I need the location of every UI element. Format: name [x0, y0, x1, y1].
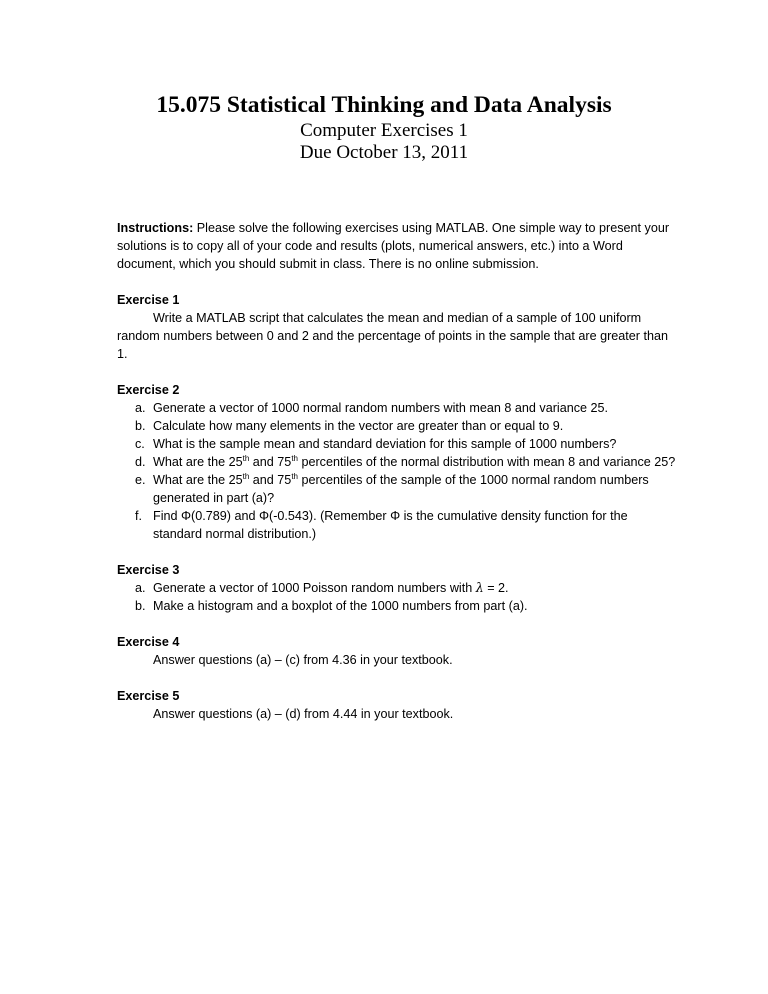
exercise-4-text: Answer questions (a) – (c) from 4.36 in your textbook. [153, 653, 453, 667]
item-text: Generate a vector of 1000 normal random numbers with mean 8 and variance 25. [153, 401, 609, 415]
item-label: f. [135, 509, 142, 523]
instructions-text: Please solve the following exercises using MATLAB. One simple way to present your solutions is to copy all of your code and results (plots, numerical answers, etc.) into a Word document, which you should submit in class. There is no online submission. [117, 221, 670, 271]
instructions-paragraph [117, 219, 677, 273]
list-item [117, 453, 677, 471]
exercise-2-heading: Exercise 2 [117, 383, 180, 397]
list-item [117, 597, 677, 615]
item-label: a. [135, 581, 146, 595]
item-text [153, 455, 675, 469]
item-text-part: and 75 [249, 455, 292, 469]
exercise-5 [117, 687, 677, 723]
ordinal-suffix: th [242, 471, 250, 481]
item-text-part: = 2. [483, 581, 509, 595]
list-item [117, 399, 677, 417]
list-item [117, 417, 677, 435]
item-text [153, 581, 509, 595]
lambda-symbol: λ [475, 580, 484, 595]
item-label: c. [135, 437, 145, 451]
item-text-part: What are the 25 [153, 473, 243, 487]
exercise-2-list [117, 399, 677, 543]
list-item [117, 507, 677, 543]
document-header [0, 90, 768, 164]
item-text: Make a histogram and a boxplot of the 1000 numbers from part (a). [153, 599, 528, 613]
exercise-1 [117, 291, 677, 363]
list-item [117, 579, 677, 597]
document-subtitle: Computer Exercises 1 [300, 120, 468, 141]
document-body [117, 219, 677, 741]
item-text-part: and 75 [249, 473, 292, 487]
ordinal-suffix: th [291, 471, 298, 481]
item-label: d. [135, 455, 146, 469]
item-text-part: percentiles of the normal distribution with mean 8 and variance 25? [297, 455, 676, 469]
ordinal-suffix: th [242, 453, 250, 463]
exercise-1-text: Write a MATLAB script that calculates the mean and median of a sample of 100 uniform random numbers between 0 and 2 and the percentage of points in the sample that are greater than 1. [117, 311, 668, 361]
instructions-label: Instructions: [117, 221, 194, 235]
item-text: What is the sample mean and standard deviation for this sample of 1000 numbers? [153, 437, 617, 451]
document-title: 15.075 Statistical Thinking and Data Analysis [156, 92, 612, 118]
exercise-4-heading: Exercise 4 [117, 635, 180, 649]
item-text: Find Φ(0.789) and Φ(-0.543). (Remember Φ is the cumulative density function for the standard normal distribution.) [153, 509, 628, 541]
due-date: Due October 13, 2011 [299, 142, 469, 163]
exercise-5-heading: Exercise 5 [117, 689, 180, 703]
exercise-3 [117, 561, 677, 615]
item-text: Calculate how many elements in the vector are greater than or equal to 9. [153, 419, 564, 433]
item-text-part: What are the 25 [153, 455, 243, 469]
list-item [117, 435, 677, 453]
item-label: a. [135, 401, 146, 415]
ordinal-suffix: th [291, 453, 298, 463]
exercise-1-heading: Exercise 1 [117, 293, 180, 307]
exercise-3-heading: Exercise 3 [117, 563, 180, 577]
item-text-part: percentiles of the sample of the 1000 normal random numbers generated in part (a)? [153, 473, 649, 505]
item-label: b. [135, 599, 146, 613]
item-text-part: Generate a vector of 1000 Poisson random numbers with [153, 581, 476, 595]
item-label: b. [135, 419, 146, 433]
item-label: e. [135, 473, 146, 487]
exercise-3-list [117, 579, 677, 615]
item-text [153, 473, 649, 505]
exercise-4 [117, 633, 677, 669]
list-item [117, 471, 677, 507]
exercise-2 [117, 381, 677, 543]
exercise-5-text: Answer questions (a) – (d) from 4.44 in your textbook. [153, 707, 454, 721]
